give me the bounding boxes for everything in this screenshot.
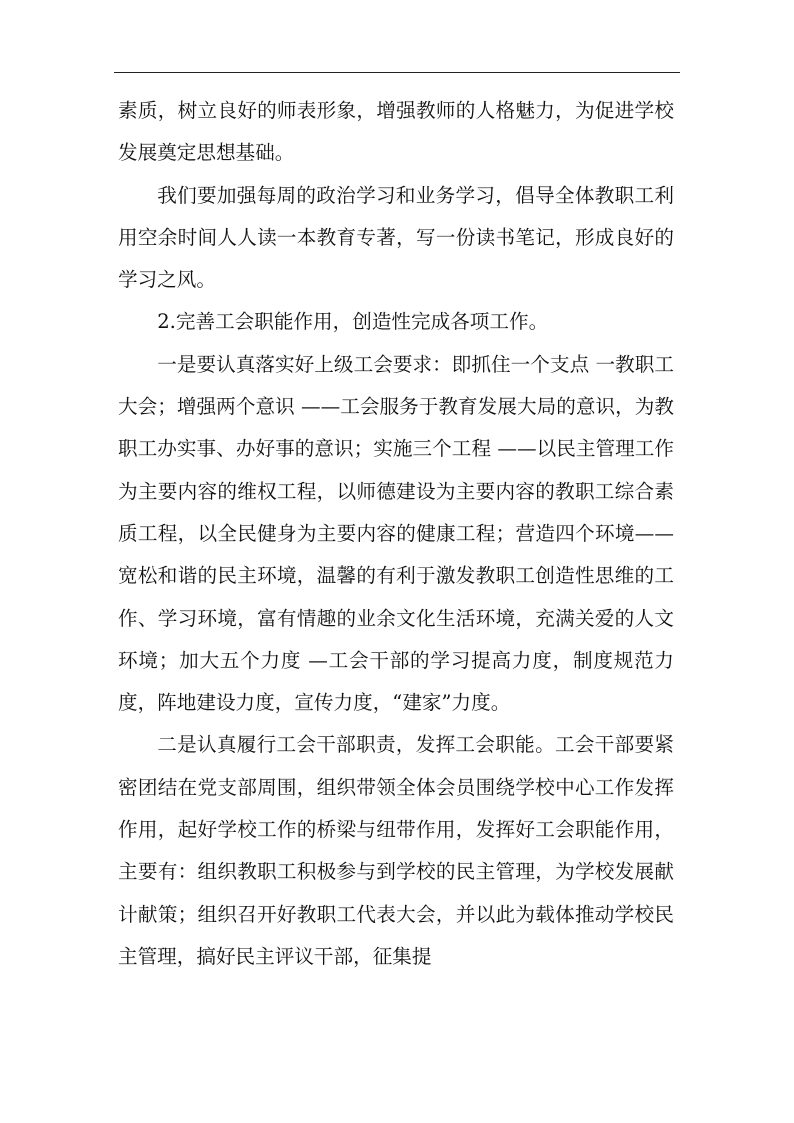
paragraph-requirements: 一是要认真落实好上级工会要求：即抓住一个支点 一教职工大会；增强两个意识 ——工会服务于教育发展大局的意识，为教职工办实事、办好事的意识；实施三个工程 ——以民主管理工作为主要内容的维权工程，以师德建设为主要内容的教职工综合素质工程，以全民健身为主要内容的健康工程；营造四个环境——宽松和谐的民主环境，温馨的有利于激发教职工创造性思维的工作、学习环境，富有情趣的业余文化生活环境，充满关爱的人文环境；加大五个力度 —工会干部的学习提高力度，制度规范力度，阵地建设力度，宣传力度，“建家”力度。	[118, 352, 674, 715]
paragraph-continuation: 素质，树立良好的师表形象，增强教师的人格魅力，为促进学校发展奠定思想基础。	[118, 99, 674, 165]
paragraph-section-heading: 2.完善工会职能作用，创造性完成各项工作。	[157, 310, 549, 334]
header-rule	[114, 72, 680, 73]
paragraph-duties: 二是认真履行工会干部职责，发挥工会职能。工会干部要紧密团结在党支部周围，组织带领全体会员围绕学校中心工作发挥作用，起好学校工作的桥梁与纽带作用，发挥好工会职能作用，主要有：组织教职工积极参与到学校的民主管理，为学校发展献计献策；组织召开好教职工代表大会，并以此为载体推动学校民主管理，搞好民主评议干部，征集提	[118, 733, 674, 968]
document-body	[118, 90, 674, 978]
paragraph-study: 我们要加强每周的政治学习和业务学习，倡导全体教职工利用空余时间人人读一本教育专著，写一份读书笔记，形成良好的学习之风。	[118, 183, 674, 292]
